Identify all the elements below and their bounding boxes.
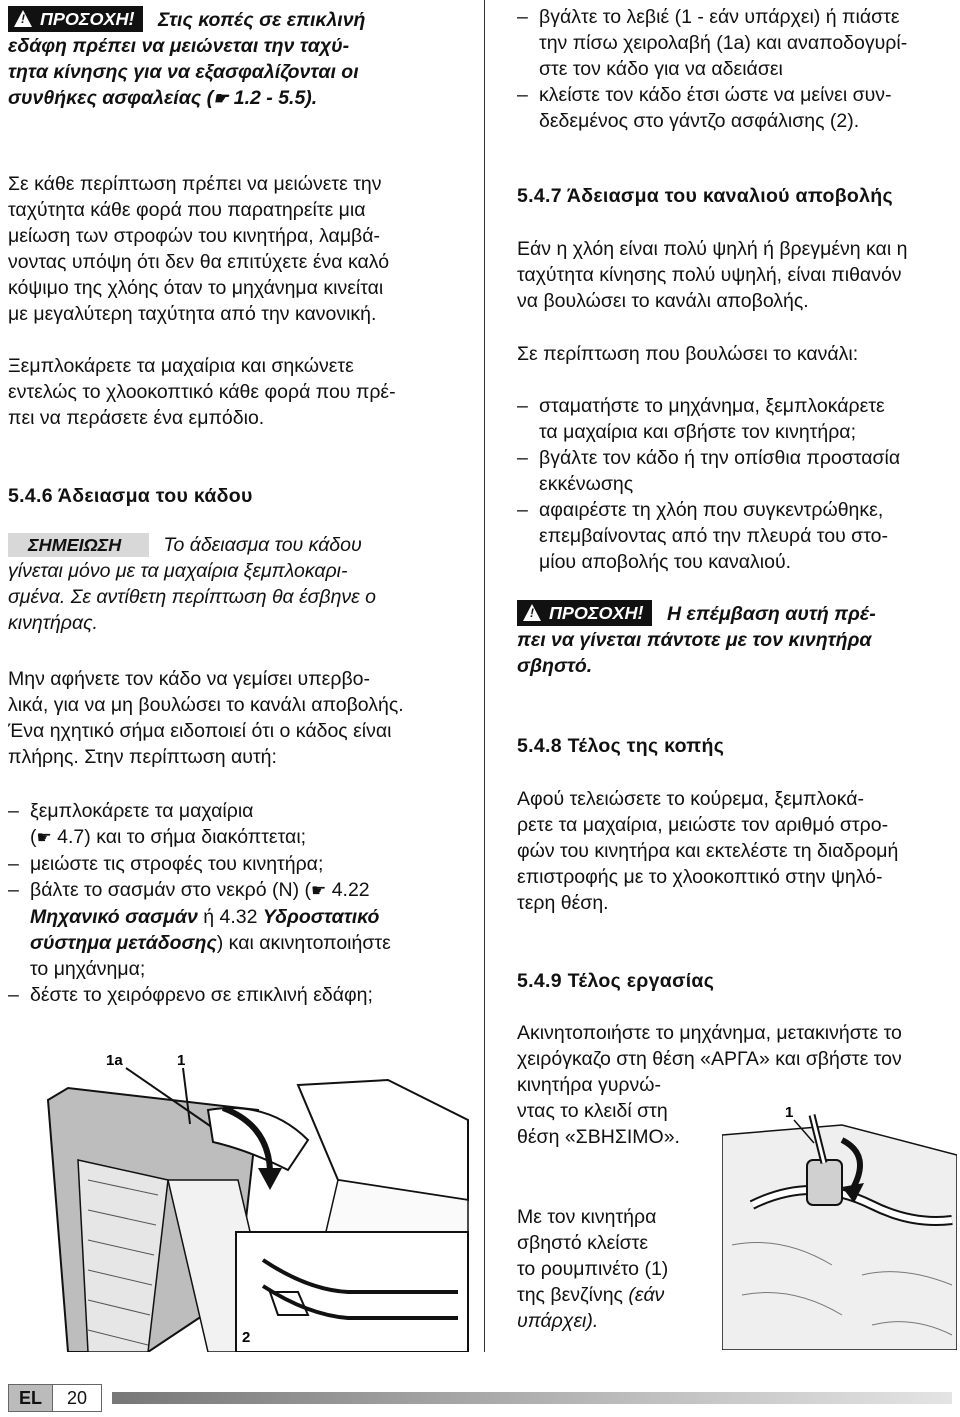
paragraph-speed: Σε κάθε περίπτωση πρέπει να μειώνετε την ταχύτητα κάθε φορά που παρατηρείτε μια μείωση των στροφών του κινητήρα, λαμβά- νοντας υπόψη ότι δεν θα επιτύχετε ένα καλό κόψιμο της χλόης όταν το μηχάνημα κινείται με μεγαλύτερη ταχύτητα από την κανονική. bbox=[8, 173, 390, 325]
hand-pointer-icon: ☛ bbox=[36, 828, 52, 847]
column-divider bbox=[484, 0, 485, 1352]
fuel-tap-figure bbox=[722, 1095, 957, 1350]
paragraph-end-cut: Αφού τελειώσετε το κούρεμα, ξεμπλοκά- ρετε τα μαχαίρια, μειώστε τον αριθμό στρο- φών του κινητήρα και εκτελέστε τη διαδρομή επιστροφής με το χλοοκοπτικό στην ψηλό- τερη θέση. bbox=[517, 788, 899, 914]
list-item: – δέστε το χειρόφρενο σε επικλινή εδάφη; bbox=[8, 982, 470, 1008]
warning-triangle-icon: ! bbox=[523, 604, 541, 621]
warning-2: ! ΠΡΟΣΟΧΗ! Η επέμβαση αυτή πρέ- πει να γίνεται πάντοτε με τον κινητήρα σβηστό. bbox=[517, 600, 957, 679]
figure-label-1: 1 bbox=[177, 1052, 186, 1069]
list-item: – βάλτε το σασμάν στο νεκρό (N) (☛ 4.22 Μηχανικό σασμάν ή 4.32 Υδροστατικό σύστημα μετάδοσης) και ακινητοποιήστε το μηχάνημα; bbox=[8, 877, 470, 982]
warning-badge: ! ΠΡΟΣΟΧΗ! bbox=[8, 6, 143, 32]
hand-pointer-icon: ☛ bbox=[213, 89, 229, 108]
section-heading-547: 5.4.7 Άδειασμα του καναλιού αποβολής bbox=[517, 185, 893, 207]
page-footer bbox=[8, 1384, 958, 1414]
list-item: – σταματήστε το μηχάνημα, ξεμπλοκάρετε τα μαχαίρια και σβήστε τον κινητήρα; bbox=[517, 393, 957, 445]
bag-emptying-figure bbox=[8, 1030, 480, 1352]
paragraph-fuel-tap: Με τον κινητήρα σβηστό κλείστε το ρουμπινέτο (1) της βενζίνης (εάν υπάρχει). bbox=[517, 1206, 669, 1332]
figure-label-1: 1 bbox=[785, 1104, 794, 1121]
steps-list bbox=[8, 798, 470, 1008]
figure-label-2: 2 bbox=[242, 1329, 251, 1346]
language-tag: EL bbox=[8, 1384, 53, 1412]
page-number: 20 bbox=[52, 1384, 102, 1412]
footer-bar bbox=[112, 1392, 952, 1404]
list-item: – κλείστε τον κάδο έτσι ώστε να μείνει συν- δεδεμένος στο γάντζο ασφάλισης (2). bbox=[517, 82, 957, 134]
paragraph-full-bag: Μην αφήνετε τον κάδο να γεμίσει υπερβο- λικά, για να μη βουλώσει το κανάλι αποβολής. Ένα ηχητικό σήμα ειδοποιεί ότι ο κάδος είναι πλήρης. Στην περίπτωση αυτή: bbox=[8, 668, 404, 768]
list-item: – αφαιρέστε τη χλόη που συγκεντρώθηκε, επεμβαίνοντας από την πλευρά του στο- μίου αποβολής του καναλιού. bbox=[517, 497, 957, 575]
paragraph-end-work: Ακινητοποιήστε το μηχάνημα, μετακινήστε το χειρόγκαζο στη θέση «ΑΡΓΑ» και σβήστε τον κινητήρα γυρνώ- ντας το κλειδί στη θέση «ΣΒΗΣΙΜΟ». bbox=[517, 1022, 902, 1148]
warning-1: ! ΠΡΟΣΟΧΗ! Στις κοπές σε επικλινή εδάφη πρέπει να μειώνεται την ταχύ- τητα κίνησης για να εξασφαλίζονται οι συνθήκες ασφαλείας (☛ 1.2 - 5.5). bbox=[8, 6, 470, 112]
note-badge: ΣΗΜΕΙΩΣΗ bbox=[8, 533, 149, 557]
hand-pointer-icon: ☛ bbox=[311, 881, 327, 900]
paragraph-clog: Εάν η χλόη είναι πολύ ψηλή ή βρεγμένη και η ταχύτητα κίνησης πολύ υψηλή, είναι πιθανόν να βουλώσει το κανάλι αποβολής. bbox=[517, 238, 908, 312]
paragraph-if-clogged: Σε περίπτωση που βουλώσει το κανάλι: bbox=[517, 343, 859, 365]
section-heading-546: 5.4.6 Άδειασμα του κάδου bbox=[8, 485, 253, 507]
bag-steps-list bbox=[517, 4, 957, 134]
section-heading-548: 5.4.8 Τέλος της κοπής bbox=[517, 735, 725, 757]
note-block: ΣΗΜΕΙΩΣΗ Το άδειασμα του κάδου γίνεται μόνο με τα μαχαίρια ξεμπλοκαρι- σμένα. Σε αντίθετη περίπτωση θα έσβηνε ο κινητήρας. bbox=[8, 534, 376, 634]
list-item: – βγάλτε το λεβιέ (1 - εάν υπάρχει) ή πιάστε την πίσω χειρολαβή (1a) και αναποδογυρί- στε τον κάδο για να αδειάσει bbox=[517, 4, 957, 82]
warning-triangle-icon: ! bbox=[14, 10, 32, 27]
list-item: – μειώστε τις στροφές του κινητήρα; bbox=[8, 851, 470, 877]
section-heading-549: 5.4.9 Τέλος εργασίας bbox=[517, 970, 715, 992]
list-item: – βγάλτε τον κάδο ή την οπίσθια προστασία εκκένωσης bbox=[517, 445, 957, 497]
figure-label-1a: 1a bbox=[106, 1052, 123, 1069]
list-item: – ξεμπλοκάρετε τα μαχαίρια (☛ 4.7) και το σήμα διακόπτεται; bbox=[8, 798, 470, 851]
paragraph-obstacle: Ξεμπλοκάρετε τα μαχαίρια και σηκώνετε εντελώς το χλοοκοπτικό κάθε φορά που πρέ- πει να περάσετε ένα εμπόδιο. bbox=[8, 355, 396, 429]
clog-steps-list bbox=[517, 393, 957, 575]
warning-badge: ! ΠΡΟΣΟΧΗ! bbox=[517, 600, 652, 626]
